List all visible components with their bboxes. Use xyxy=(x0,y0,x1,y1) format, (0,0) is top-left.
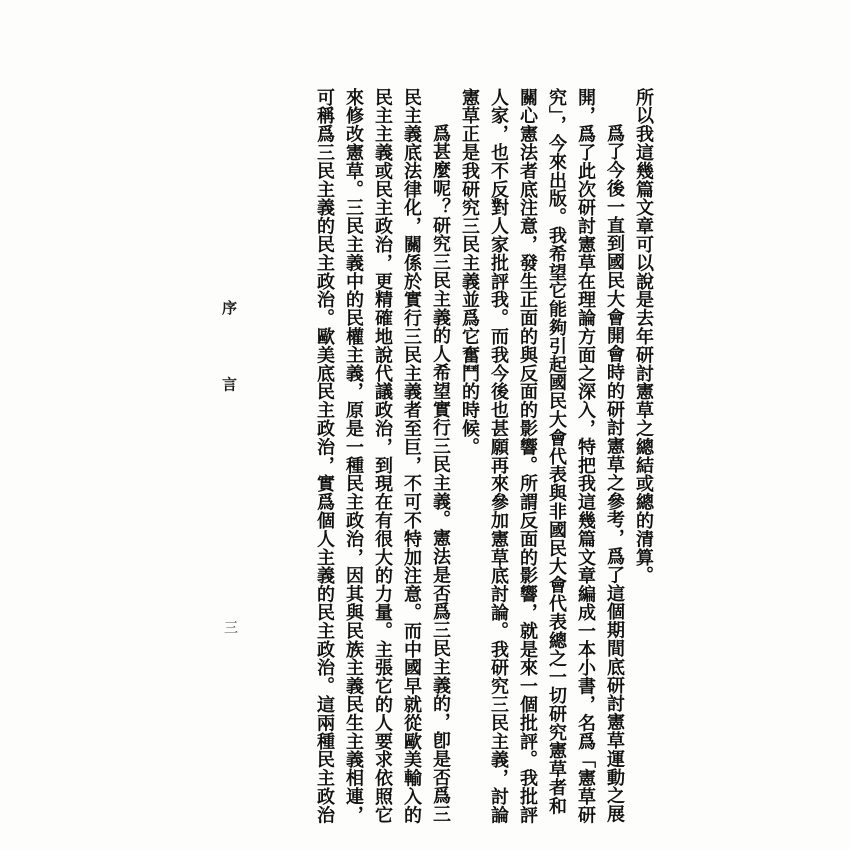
text-line: 民主主義或民主政治，更精確地說代議政治，到現在有很大的力量。主張它的人要求依照它 xyxy=(372,88,393,824)
text-line: 所以我這幾篇文章可以說是去年研討憲草之總結或總的清算。 xyxy=(633,88,654,585)
text-line: 來修改憲草。三民主義中的民權主義，原是一種民主政治，因其與民族主義民生主義相連， xyxy=(343,88,364,824)
text-line: 開，爲了此次研討憲草在理論方面之深入，特把我這幾篇文章編成一本小書，名爲「憲草研 xyxy=(575,88,596,824)
text-line: 關心憲法者底注意，發生正面的與反面的影響。所謂反面的影響，就是來一個批評。我批評 xyxy=(517,88,538,824)
page-number: 三 xyxy=(222,620,238,634)
text-line: 民主義底法律化，關係於實行三民主義者至巨，不可不特加注意。而中國早就從歐美輸入的 xyxy=(401,88,422,824)
running-head: 序 言 xyxy=(220,300,238,420)
text-line: 爲甚麼呢？研究三民主義的人希望實行三民主義。憲法是否爲三民主義的，卽是否爲三 xyxy=(430,124,451,824)
body-text xyxy=(258,88,658,824)
text-line: 爲了今後一直到國民大會開會時的研討憲草之參考，爲了這個期間底研討憲草運動之展 xyxy=(604,124,625,824)
text-line: 究」，今來出版。我希望它能夠引起國民大會代表與非國民大會代表總之一切研究憲草者和 xyxy=(546,88,567,815)
text-line: 憲草正是我研究三民主義並爲它奮鬥的時候。 xyxy=(459,88,480,456)
text-line: 人家，也不反對人家批評我。而我今後也甚願再來參加憲草底討論。我研究三民主義，討論 xyxy=(488,88,509,824)
text-line: 可稱爲三民主義的民主政治。歐美底民主政治，實爲個人主義的民主政治。這兩種民主政治 xyxy=(314,88,335,824)
